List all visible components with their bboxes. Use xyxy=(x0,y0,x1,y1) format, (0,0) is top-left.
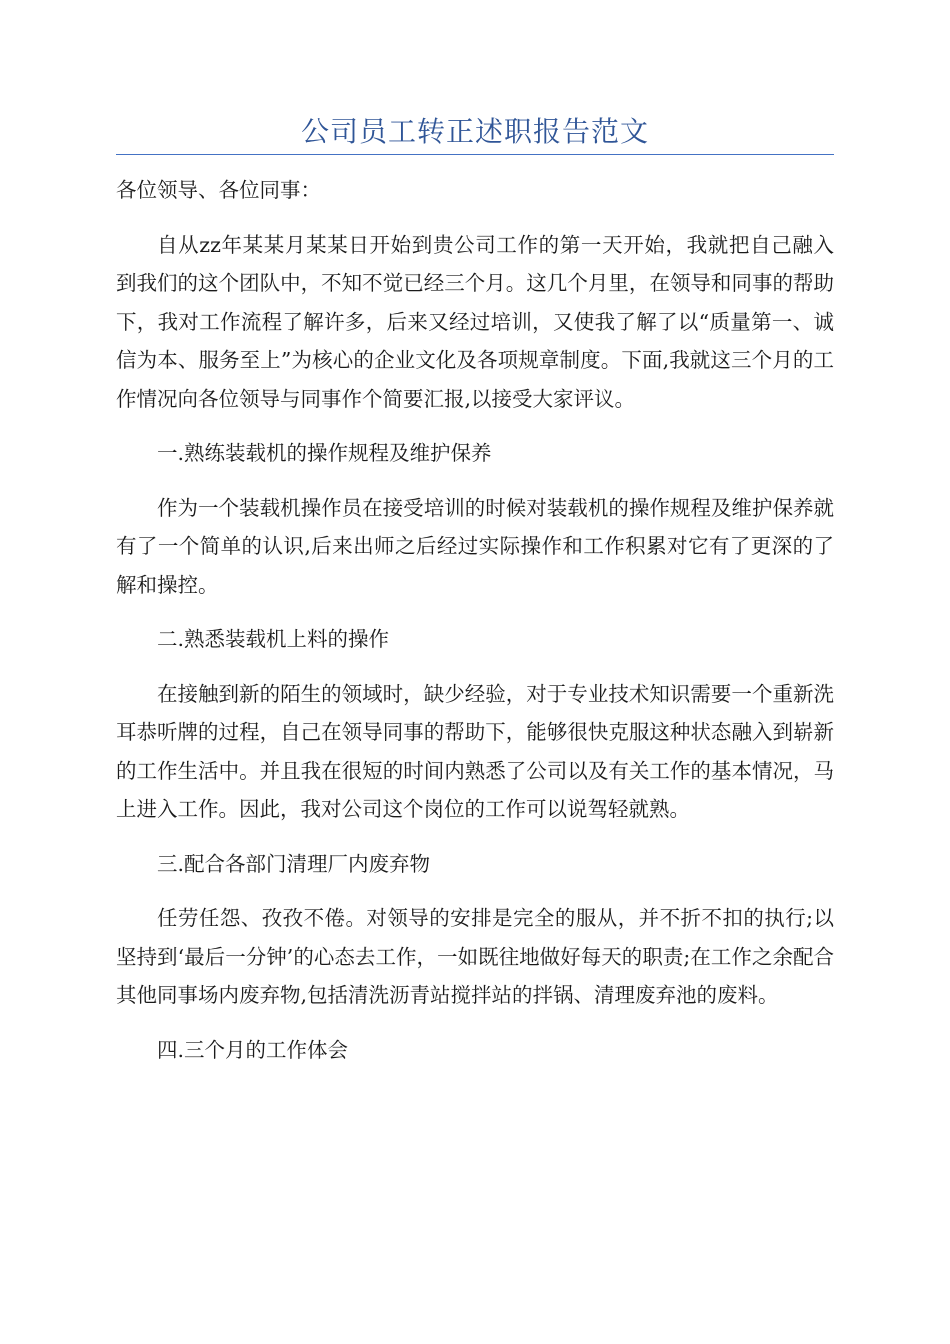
document-title: 公司员工转正述职报告范文 xyxy=(300,115,649,148)
salutation: 各位领导、各位同事： xyxy=(116,178,321,202)
intro-paragraph: 自从zz年某某月某某日开始到贵公司工作的第一天开始，我就把自己融入到我们的这个团队中，不知不觉已经三个月。这几个月里，在领导和同事的帮助下，我对工作流程了解许多，后来又经过培训，又使我了解了以“质量第一、诚信为本、服务至上”为核心的企业文化及各项规章制度。下面,我就这三个月的工作情况向各位领导与同事作个简要汇报,以接受大家评议。 xyxy=(116,232,834,411)
section-heading-1: 一.熟练装载机的操作规程及维护保养 xyxy=(157,441,492,465)
section-body-2: 在接触到新的陌生的领域时，缺少经验，对于专业技术知识需要一个重新洗耳恭听牌的过程，自己在领导同事的帮助下，能够很快克服这种状态融入到崭新的工作生活中。并且我在很短的时间内熟悉了公司以及有关工作的基本情况，马上进入工作。因此，我对公司这个岗位的工作可以说驾轻就熟。 xyxy=(116,681,834,821)
section-heading-3: 三.配合各部门清理厂内废弃物 xyxy=(157,851,431,876)
section-heading-4: 四.三个月的工作体会 xyxy=(157,1037,349,1062)
section-heading-2: 二.熟悉装载机上料的操作 xyxy=(157,627,390,651)
document-body xyxy=(116,171,834,1085)
section-body-3: 任劳任怨、孜孜不倦。对领导的安排是完全的服从，并不折不扣的执行;以坚持到‘最后一分钟’的心态去工作，一如既往地做好每天的职责;在工作之余配合其他同事场内废弃物,包括清洗沥青站搅拌站的拌锅、清理废弃池的废料。 xyxy=(116,906,834,1007)
section-body-1: 作为一个装载机操作员在接受培训的时候对装载机的操作规程及维护保养就有了一个简单的认识,后来出师之后经过实际操作和工作积累对它有了更深的了解和操控。 xyxy=(116,495,834,597)
title-underline xyxy=(116,154,834,155)
